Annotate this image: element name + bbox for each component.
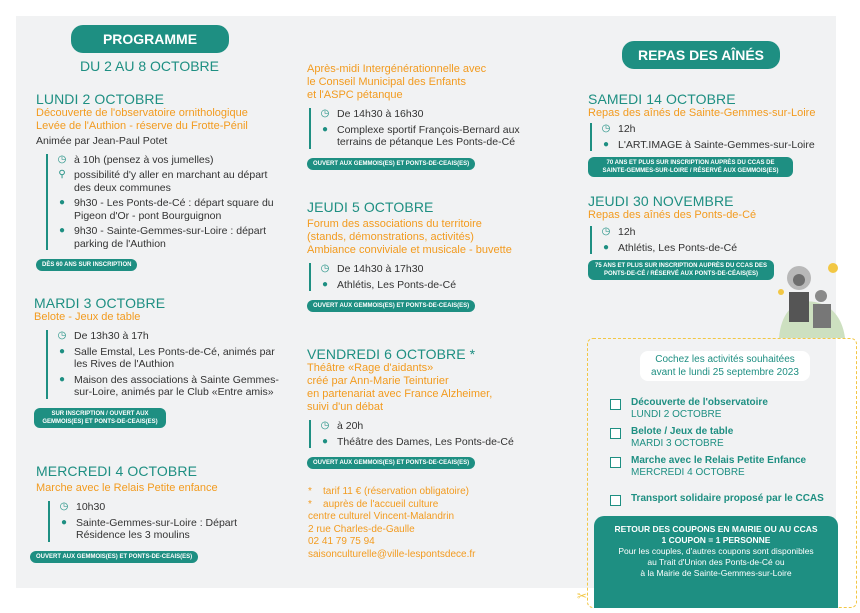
day-heading: VENDREDI 6 OCTOBRE * — [307, 346, 476, 362]
option-title: Découverte de l'observatoire — [631, 397, 768, 408]
footer-line: Pour les couples, d'autres coupons sont disponibles — [618, 546, 814, 556]
coupon-header-line: avant le lundi 25 septembre 2023 — [651, 367, 799, 378]
coupon-footer — [594, 516, 838, 608]
event-time: De 13h30 à 17h — [74, 330, 149, 342]
clock-icon: ◷ — [59, 501, 69, 512]
event-vendredi — [307, 346, 557, 469]
audience-tag: OUVERT AUX GEMMOIS(ES) ET PONTS-DE-CEAIS(ES) — [307, 158, 475, 170]
event-title: Marche avec le Relais Petite enfance — [36, 482, 218, 494]
coupon-option[interactable] — [610, 426, 850, 450]
option-date: MARDI 3 OCTOBRE — [631, 438, 724, 449]
event-title: Repas des aînés de Sainte-Gemmes-sur-Loire — [588, 107, 816, 119]
event-mardi — [34, 295, 284, 428]
event-details — [590, 226, 838, 254]
event-title: Théâtre «Rage d'aidants» — [307, 362, 434, 374]
event-time: 12h — [618, 226, 636, 238]
info-line: * auprès de l'accueil culture — [308, 498, 439, 510]
event-location: 9h30 - Sainte-Gemmes-sur-Loire : départ parking de l'Authion — [74, 225, 266, 250]
event-location: Athlétis, Les Ponts-de-Cé — [337, 278, 457, 291]
info-email[interactable]: saisonculturelle@ville-lespontsdece.fr — [308, 548, 476, 560]
event-time: à 20h — [337, 420, 364, 432]
event-location: Complexe sportif François-Bernard aux terrains de pétanque Les Ponts-de-Cé — [337, 123, 520, 148]
event-animator: Animée par Jean-Paul Potet — [36, 135, 168, 147]
repas-header: REPAS DES AÎNÉS — [622, 41, 780, 69]
event-title: (stands, démonstrations, activités) — [307, 231, 474, 243]
location-pin-icon: ● — [58, 345, 66, 357]
event-details — [46, 154, 284, 251]
checkbox[interactable] — [610, 495, 621, 506]
walking-icon: ⚲ — [58, 169, 66, 180]
option-title: Marche avec le Relais Petite Enfance — [631, 455, 807, 466]
programme-dates: DU 2 AU 8 OCTOBRE — [80, 58, 220, 74]
event-location: Salle Emstal, Les Ponts-de-Cé, animés par les Rives de l'Authion — [74, 345, 275, 370]
audience-tag: DÈS 60 ANS SUR INSCRIPTION — [36, 259, 137, 271]
event-title: et l'ASPC pétanque — [307, 89, 403, 101]
clock-icon: ◷ — [320, 420, 330, 431]
coupon-scissors-icon: ✂ — [577, 589, 588, 603]
checkbox[interactable] — [610, 428, 621, 439]
day-heading: JEUDI 5 OCTOBRE — [307, 199, 434, 215]
audience-tag: OUVERT AUX GEMMOIS(ES) ET PONTS-DE-CEAIS(ES) — [307, 457, 475, 469]
event-location: 9h30 - Les Ponts-de-Cé : départ square du Pigeon d'Or - pont Bourguignon — [74, 197, 274, 222]
event-title: Après-midi Intergénérationnelle avec — [307, 63, 487, 75]
event-title: Repas des aînés des Ponts-de-Cé — [588, 209, 757, 221]
option-title: Transport solidaire proposé par le CCAS — [631, 493, 824, 504]
checkbox[interactable] — [610, 457, 621, 468]
coupon-header-line: Cochez les activités souhaitées — [655, 354, 795, 365]
clock-icon: ◷ — [57, 330, 67, 341]
coupon-checklist — [610, 392, 850, 511]
event-location: Athlétis, Les Ponts-de-Cé — [618, 241, 738, 254]
audience-tag: OUVERT AUX GEMMOIS(ES) ET PONTS-DE-CEAIS(ES) — [307, 300, 475, 312]
day-heading: MARDI 3 OCTOBRE — [34, 295, 166, 311]
location-pin-icon: ● — [602, 241, 610, 253]
location-pin-icon: ● — [60, 516, 68, 528]
option-date: LUNDI 2 OCTOBRE — [631, 409, 722, 420]
footer-line: RETOUR DES COUPONS EN MAIRIE OU AU CCAS — [614, 524, 818, 534]
footer-line: à la Mairie de Sainte-Gemmes-sur-Loire — [640, 568, 792, 578]
coupon-option[interactable] — [610, 493, 850, 506]
location-pin-icon: ● — [602, 138, 610, 150]
audience-tag: 70 ANS ET PLUS SUR INSCRIPTION AUPRÈS DU CCAS DE SAINTE-GEMMES-SUR-LOIRE / RÉSERVÉ AUX GEMMOIS(ES) — [588, 157, 793, 177]
event-title: Forum des associations du territoire — [307, 218, 482, 230]
event-time: 10h30 — [76, 501, 106, 513]
event-jeudi — [307, 199, 557, 312]
coupon-header — [640, 351, 810, 381]
day-heading: MERCREDI 4 OCTOBRE — [36, 463, 198, 479]
clock-icon: ◷ — [320, 263, 330, 274]
event-details — [590, 123, 838, 151]
location-pin-icon: ● — [58, 373, 66, 385]
location-pin-icon: ● — [321, 278, 329, 290]
event-title: Levée de l'Authion - réserve du Frotte-Pénil — [36, 120, 248, 132]
audience-tag: SUR INSCRIPTION / OUVERT AUX GEMMOIS(ES) ET PONTS-DE-CEAIS(ES) — [34, 408, 166, 428]
footer-line: 1 COUPON = 1 PERSONNE — [661, 535, 771, 545]
event-details — [309, 420, 557, 448]
event-title: le Conseil Municipal des Enfants — [307, 76, 466, 88]
event-title: Découverte de l'observatoire ornithologique — [36, 107, 248, 119]
event-details — [309, 108, 557, 149]
event-time: 12h — [618, 123, 636, 135]
event-time: à 10h (pensez à vos jumelles) — [74, 153, 214, 166]
event-lundi — [36, 91, 284, 271]
location-pin-icon: ● — [58, 225, 66, 236]
event-details — [309, 263, 557, 291]
event-location: Théâtre des Dames, Les Ponts-de-Cé — [337, 435, 514, 448]
event-title: créé par Ann-Marie Teinturier — [307, 375, 449, 387]
event-title: Ambiance conviviale et musicale - buvette — [307, 244, 512, 256]
event-walk: possibilité d'y aller en marchant au départ des deux communes — [74, 169, 268, 194]
location-pin-icon: ● — [321, 123, 329, 135]
info-line: centre culturel Vincent-Malandrin — [308, 511, 455, 522]
event-location: Maison des associations à Sainte Gemmes-sur-Loire, animés par le Club «Entre amis» — [74, 373, 279, 398]
day-heading: LUNDI 2 OCTOBRE — [36, 91, 165, 107]
event-location: Sainte-Gemmes-sur-Loire : Départ Résidence les 3 moulins — [76, 516, 238, 541]
event-details — [46, 330, 284, 399]
event-location: L'ART.IMAGE à Sainte-Gemmes-sur-Loire — [618, 138, 815, 151]
clock-icon: ◷ — [601, 226, 611, 237]
clock-icon: ◷ — [57, 153, 67, 165]
day-heading: SAMEDI 14 OCTOBRE — [588, 91, 736, 107]
event-time: De 14h30 à 17h30 — [337, 263, 424, 275]
clock-icon: ◷ — [320, 108, 330, 119]
ticket-info — [308, 486, 548, 561]
audience-tag: OUVERT AUX GEMMOIS(ES) ET PONTS-DE-CEAIS(ES) — [30, 551, 198, 563]
event-details — [48, 501, 286, 542]
info-line: 2 rue Charles-de-Gaulle — [308, 523, 415, 535]
coupon-option[interactable] — [610, 397, 850, 421]
event-mercredi — [36, 463, 286, 563]
event-title: en partenariat avec France Alzheimer, — [307, 388, 493, 400]
event-time: De 14h30 à 16h30 — [337, 108, 424, 120]
event-title: Belote - Jeux de table — [34, 311, 141, 323]
info-line: 02 41 79 75 94 — [308, 536, 375, 547]
day-heading: JEUDI 30 NOVEMBRE — [588, 193, 734, 209]
repas-samedi — [588, 91, 838, 177]
info-line: * tarif 11 € (réservation obligatoire) — [308, 486, 470, 497]
programme-header: PROGRAMME — [71, 25, 229, 53]
option-date: MERCREDI 4 OCTOBRE — [631, 467, 745, 478]
footer-line: au Trait d'Union des Ponts-de-Cé ou — [647, 557, 785, 567]
seniors-illustration — [775, 262, 845, 338]
coupon-option[interactable] — [610, 455, 850, 479]
location-pin-icon: ● — [321, 435, 329, 447]
audience-tag: 75 ANS ET PLUS SUR INSCRIPTION AUPRÈS DU CCAS DES PONTS-DE-CÉ / RÉSERVÉ AUX PONTS-DE-CÉAIS(ES) — [588, 260, 774, 280]
clock-icon: ◷ — [601, 123, 611, 134]
option-title: Belote / Jeux de table — [631, 426, 734, 437]
event-apresmidi — [307, 63, 557, 170]
location-pin-icon: ● — [58, 197, 66, 208]
checkbox[interactable] — [610, 399, 621, 410]
event-title: suivi d'un débat — [307, 401, 384, 413]
